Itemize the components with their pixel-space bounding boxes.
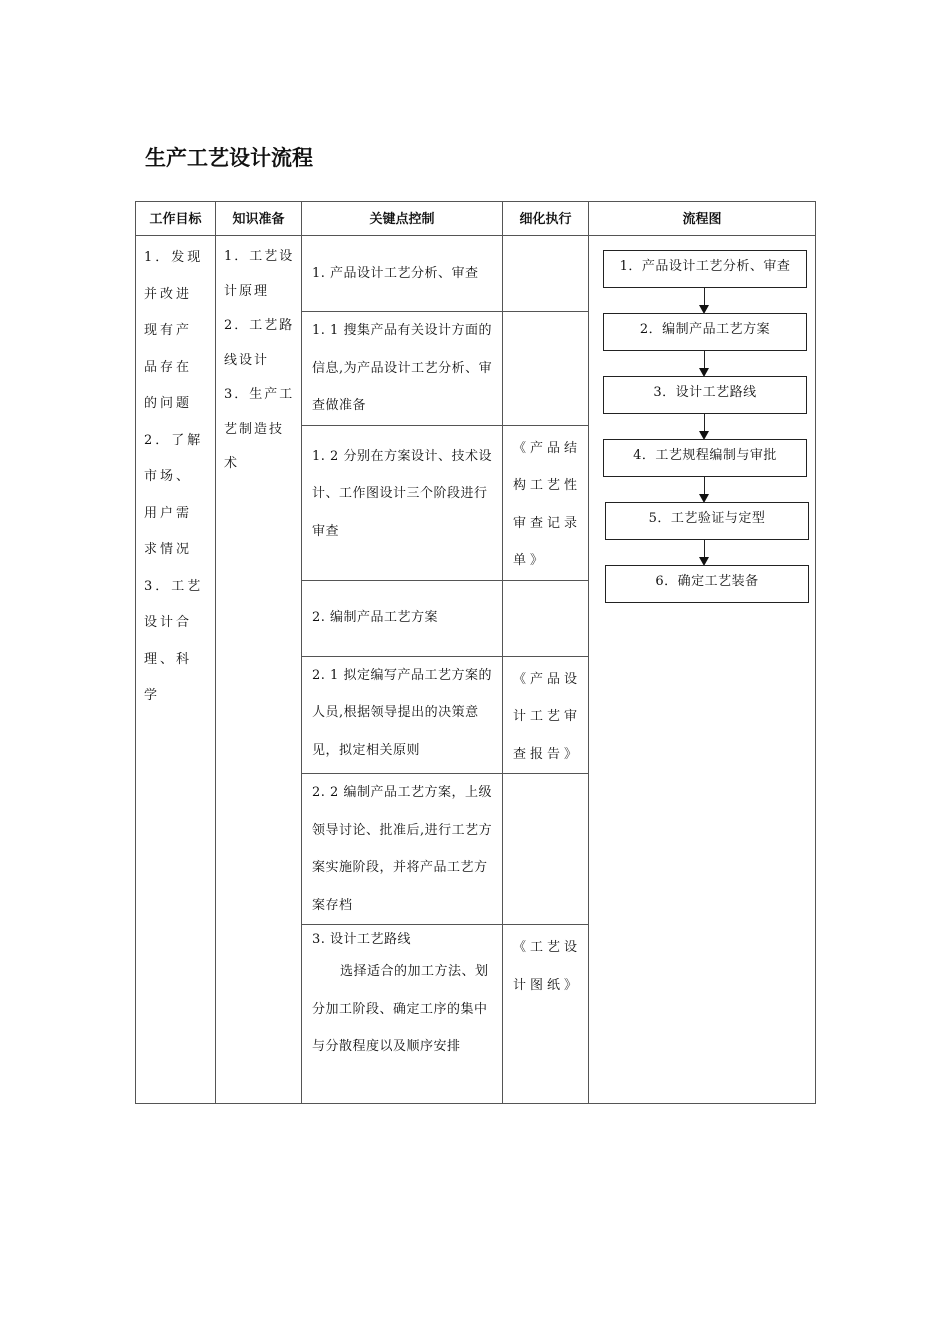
header-row [136,202,816,236]
key-point-text: 1. 1 搜集产品有关设计方面的信息,为产品设计工艺分析、审查做准备 [312,323,493,413]
key-point-text: 2. 1 拟定编写产品工艺方案的人员,根据领导提出的决策意见，拟定相关原则 [312,667,492,758]
execution-text [503,774,588,778]
execution-cell [503,312,589,426]
key-point-cell [302,425,503,580]
header-goal: 工作目标 [136,202,216,236]
execution-cell [503,425,589,580]
goal-item: 3．工艺设计合理、科学 [144,578,204,703]
execution-cell [503,236,589,312]
knowledge-item: 1．工艺设计原理 [224,249,295,299]
key-point-text: 3. 设计工艺路线 [312,932,412,947]
execution-cell [503,656,589,774]
execution-cell [503,925,589,1104]
header-knowledge: 知识准备 [216,202,302,236]
header-flowchart: 流程图 [589,202,816,236]
key-point-cell [302,236,503,312]
key-point-text: 2. 2 编制产品工艺方案，上级领导讨论、批准后,进行工艺方案实施阶段，并将产品工艺方案存档 [312,785,493,913]
goal-cell [136,236,216,1104]
flow-arrow [704,351,705,375]
key-point-cell [302,312,503,426]
key-point-detail [302,953,502,1066]
flow-step-3: 3．设计工艺路线 [603,376,807,414]
knowledge-cell [216,236,302,1104]
key-point-text: 1. 2 分别在方案设计、技术设计、工作图设计三个阶段进行审查 [312,448,492,539]
execution-text [503,581,588,585]
flow-arrow [704,477,705,501]
execution-text: 《产品结构工艺性审查记录单》 [513,440,582,568]
header-key-points: 关键点控制 [302,202,503,236]
key-point-text: 2. 编制产品工艺方案 [312,610,439,626]
header-execution: 细化执行 [503,202,589,236]
goal-item: 2．了解市场、用户需求情况 [144,432,204,557]
flow-step-4: 4．工艺规程编制与审批 [603,439,807,477]
flow-step-2: 2．编制产品工艺方案 [603,313,807,351]
flow-arrow [704,288,705,312]
execution-text [503,236,588,240]
flow-arrow [704,540,705,564]
key-point-cell [302,656,503,774]
table-row [136,236,816,312]
knowledge-item: 2．工艺路线设计 [224,318,295,368]
flow-arrow [704,414,705,438]
flow-step-6: 6．确定工艺装备 [605,565,809,603]
execution-cell [503,774,589,925]
key-point-detail-text: 选择适合的加工方法、划分加工阶段、确定工序的集中与分散程度以及顺序安排 [312,964,489,1054]
execution-text: 《产品设计工艺审查报告》 [513,671,582,762]
flow-step-5: 5．工艺验证与定型 [605,502,809,540]
goal-item: 1．发现并改进现有产品存在的问题 [144,250,204,411]
execution-cell [503,580,589,656]
process-table [135,201,816,1104]
knowledge-item: 3．生产工艺制造技术 [224,387,295,471]
flow-step-1: 1．产品设计工艺分析、审查 [603,250,807,288]
key-point-cell [302,925,503,1104]
key-point-cell [302,774,503,925]
execution-text [503,312,588,316]
key-point-text: 1. 产品设计工艺分析、审查 [312,265,479,281]
execution-text: 《工艺设计图纸》 [513,940,582,993]
flowchart-cell [589,236,816,1104]
key-point-cell [302,580,503,656]
page-title: 生产工艺设计流程 [145,146,313,170]
